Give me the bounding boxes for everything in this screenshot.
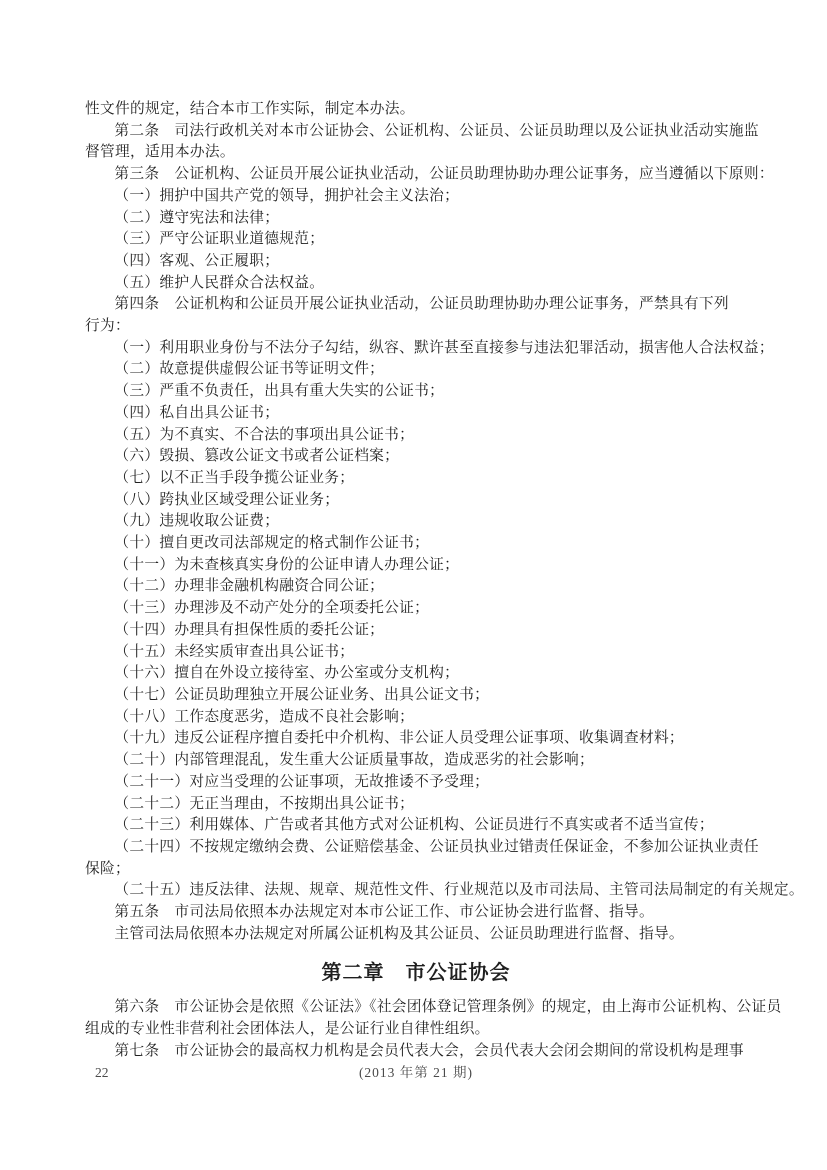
text-line: 行为：: [85, 318, 130, 335]
text-line: （四）私自出具公证书；: [114, 404, 280, 421]
text-line: （五）维护人民群众合法权益。: [114, 274, 325, 291]
text-line: 组成的专业性非营利社会团体法人，是公证行业自律性组织。: [85, 1021, 490, 1038]
text-line: （一）拥护中国共产党的领导，拥护社会主义法治；: [114, 187, 460, 204]
text-line: （二十三）利用媒体、广告或者其他方式对公证机构、公证员进行不真实或者不适当宣传；: [114, 817, 714, 834]
text-line: （十）擅自更改司法部规定的格式制作公证书；: [114, 535, 430, 552]
text-line: 第二条 司法行政机关对本市公证协会、公证机构、公证员、公证员助理以及公证执业活动实施监: [114, 122, 759, 139]
text-line: （七）以不正当手段争揽公证业务；: [114, 469, 355, 486]
text-line: （九）违规收取公证费；: [114, 513, 280, 530]
text-line: （十二）办理非金融机构融资合同公证；: [114, 578, 385, 595]
text-line: （二）故意提供虚假公证书等证明文件；: [114, 361, 385, 378]
text-line: （十九）违反公证程序擅自委托中介机构、非公证人员受理公证事项、收集调查材料；: [114, 730, 684, 747]
text-line: （八）跨执业区域受理公证业务；: [114, 491, 340, 508]
text-line: （三）严重不负责任，出具有重大失实的公证书；: [114, 383, 445, 400]
text-line: （十三）办理涉及不动产处分的全项委托公证；: [114, 600, 430, 617]
text-line: （三）严守公证职业道德规范；: [114, 231, 325, 248]
page-footer: [85, 1062, 747, 1084]
text-line: 第五条 市司法局依照本办法规定对本市公证工作、市公证协会进行监督、指导。: [114, 904, 654, 921]
text-line: （六）毁损、篡改公证文书或者公证档案；: [114, 448, 400, 465]
text-line: （二十）内部管理混乱，发生重大公证质量事故，造成恶劣的社会影响；: [114, 752, 594, 769]
text-line: （二十四）不按规定缴纳会费、公证赔偿基金、公证员执业过错责任保证金，不参加公证执业责任: [114, 838, 759, 855]
text-line: （十六）擅自在外设立接待室、办公室或分支机构；: [114, 665, 460, 682]
text-line: （二十五）违反法律、法规、规章、规范性文件、行业规范以及市司法局、主管司法局制定的有关规定。: [114, 882, 804, 899]
text-line: （二）遵守宪法和法律；: [114, 209, 280, 226]
text-line: （十五）未经实质审查出具公证书；: [114, 643, 355, 660]
text-line: 第六条 市公证协会是依照《公证法》《社会团体登记管理条例》的规定，由上海市公证机构、公证员: [114, 999, 782, 1016]
chapter-heading: 第二章 市公证协会: [321, 962, 511, 985]
text-line: （十八）工作态度恶劣，造成不良社会影响；: [114, 708, 415, 725]
text-line: （五）为不真实、不合法的事项出具公证书；: [114, 426, 415, 443]
text-line: 第七条 市公证协会的最高权力机构是会员代表大会，会员代表大会闭会期间的常设机构是理事: [114, 1042, 744, 1059]
text-line: 督管理，适用本办法。: [85, 144, 235, 161]
document-body: [85, 99, 804, 1063]
journal-issue-label: (2013 年第 21 期): [358, 1065, 474, 1080]
page-number: 22: [95, 1065, 109, 1080]
text-line: （二十二）无正当理由，不按期出具公证书；: [114, 795, 415, 812]
text-line: 第三条 公证机构、公证员开展公证执业活动，公证员助理协助办理公证事务，应当遵循以下原则：: [114, 166, 774, 183]
text-line: 第四条 公证机构和公证员开展公证执业活动，公证员助理协助办理公证事务，严禁具有下列: [114, 296, 729, 313]
text-line: 主管司法局依照本办法规定对所属公证机构及其公证员、公证员助理进行监督、指导。: [114, 925, 684, 942]
body-lines-before-heading: [85, 99, 804, 945]
body-lines-after-heading: [85, 997, 782, 1062]
text-line: （十四）办理具有担保性质的委托公证；: [114, 621, 385, 638]
text-line: 保险；: [85, 860, 130, 877]
text-line: 性文件的规定，结合本市工作实际，制定本办法。: [85, 101, 415, 117]
text-line: （十一）为未查核真实身份的公证申请人办理公证；: [114, 556, 460, 573]
text-line: （二十一）对应当受理的公证事项，无故推诿不予受理；: [114, 773, 490, 790]
text-line: （四）客观、公正履职；: [114, 252, 280, 269]
text-line: （十七）公证员助理独立开展公证业务、出具公证文书；: [114, 686, 490, 703]
text-line: （一）利用职业身份与不法分子勾结，纵容、默许甚至直接参与违法犯罪活动，损害他人合法权益；: [114, 339, 774, 356]
